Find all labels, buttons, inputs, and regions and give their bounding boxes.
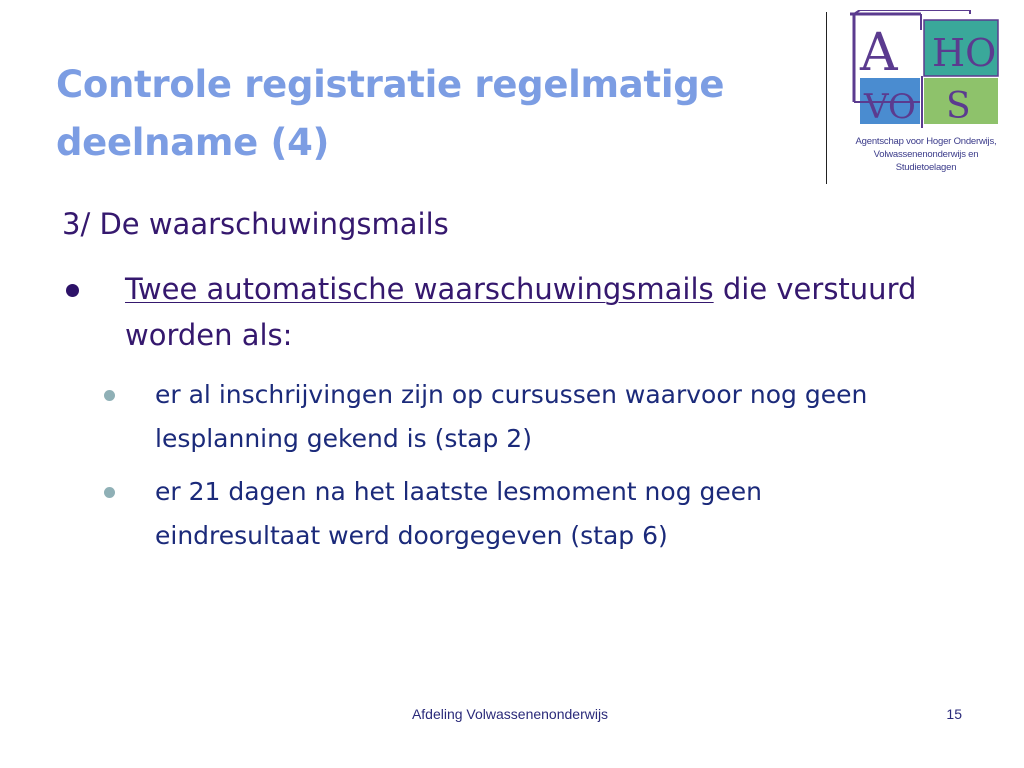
header-divider [826, 12, 827, 184]
logo-caption [846, 135, 1006, 174]
slide-footer: Afdeling Volwassenenonderwijs [411, 706, 609, 722]
sub-bullet-dot [104, 487, 115, 498]
bullet-main-text [125, 266, 925, 358]
logo-caption-line2: Volwassenenonderwijs en Studietoelagen [873, 149, 979, 173]
slide-title-line1: Controle registratie regelmatige [56, 63, 725, 106]
logo-letters-vo: VO [864, 87, 916, 127]
slide-title [56, 56, 796, 172]
logo-letter-s: S [946, 86, 971, 127]
bullet-link[interactable]: Twee automatische waarschuwingsmails [125, 272, 714, 306]
logo-letter-a: A [860, 23, 898, 83]
logo-letters-ho: HO [932, 31, 997, 75]
bullet-rest-text: die verstuurd worden als: [125, 272, 917, 352]
logo-caption-line1: Agentschap voor Hoger Onderwijs, [855, 136, 997, 147]
section-heading: 3/ De waarschuwingsmails [62, 207, 449, 241]
sub-bullet-1-text: er al inschrijvingen zijn op cursussen waarvoor nog geen lesplanning gekend is (stap 2) [155, 380, 868, 453]
ahovos-logo-graphic [846, 10, 1006, 135]
sub-bullet-2-text: er 21 dagen na het laatste lesmoment nog geen eindresultaat werd doorgegeven (stap 6) [155, 477, 762, 550]
slide-title-line2: deelname (4) [56, 121, 330, 164]
sub-bullet-dot [104, 390, 115, 401]
bullet-dot [66, 284, 79, 297]
page-number: 15 [946, 706, 962, 722]
